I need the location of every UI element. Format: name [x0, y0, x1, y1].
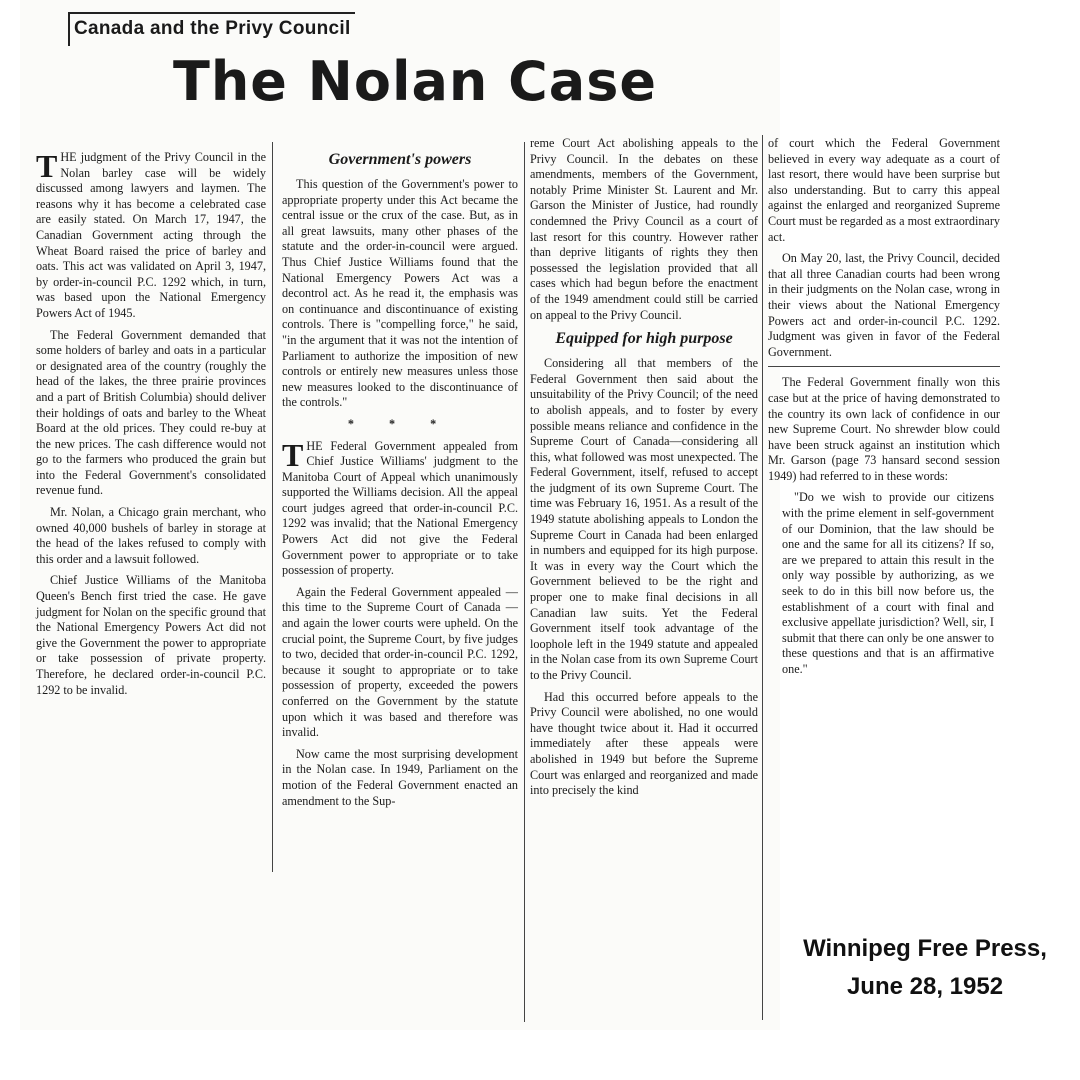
credit-publication: Winnipeg Free Press, — [803, 935, 1047, 962]
section-kicker: Canada and the Privy Council — [68, 12, 355, 46]
paragraph: Now came the most surprising development in the Nolan case. In 1949, Parliament on the motion of the Federal Government enacted an amendment to the Sup- — [282, 746, 518, 808]
paragraph: On May 20, last, the Privy Council, decided that all three Canadian courts had been wrong in their judgments on the Nolan case, wrong in their views about the National Emergency Powers act and order-in-council P.C. 1292. Judgment was given in favor of the Federal Government. — [768, 251, 1000, 359]
paragraph: Again the Federal Government appealed — this time to the Supreme Court of Canada — and again the lower courts were upheld. On the crucial point, the Supreme Court, by five judges to two, decided that order-in-council P.C. 1292, because it sought to appropriate or to take possession of property, exceeded the powers conferred on the Government by the statute upon which it was based and therefore was invalid. — [282, 584, 518, 740]
paragraph: The Federal Government finally won this case but at the price of having demonstrated to the country its own lack of confidence in our new Supreme Court. No shrewder blow could have been struck against an institution which Mr. Garson (page 73 hansard second session 1949) had referred to in these words: — [768, 375, 1000, 483]
paragraph: This question of the Government's power to appropriate property under this Act became the central issue or the crux of the case. But, as in all great lawsuits, many other phases of the statute and the order-in-council were argued. Thus Chief Justice Williams found that the National Emergency Powers Act was a decontrol act. As he read it, the emphasis was on continuance and discontinuance of existing controls. There is "compelling force," he said, "in the argument that it was not the intention of Parliament to authorize the imposition of new controls or entirely new measures unless those new measures looked to the discontinuance of the controls." — [282, 177, 518, 410]
paragraph: Had this occurred before appeals to the Privy Council were abolished, no one would have thought twice about it. Had it occurred immediately after these appeals were abolished in 1949 but before the Supreme Court was enlarged and reorganized and made into precisely the kind — [530, 689, 758, 798]
source-credit — [780, 930, 1070, 1006]
paragraph: Chief Justice Williams of the Manitoba Queen's Bench first tried the case. He gave judgment for Nolan on the specific ground that the National Emergency Powers Act did not give the Government the power to appropriate or take possession of private property. Therefore, he declared order-in-council P.C. 1292 to be invalid. — [36, 573, 266, 697]
paragraph: Mr. Nolan, a Chicago grain merchant, who owned 40,000 bushels of barley in storage at the head of the lakes refused to comply with this order and a lawsuit followed. — [36, 505, 266, 566]
paragraph: reme Court Act abolishing appeals to the Privy Council. In the debates on these amendments, members of the Government, notably Prime Minister St. Laurent and Mr. Garson the Minister of Justice, had roundly condemned the Privy Council as a court of last resort for this country. However rather than deprive litigants of rights they then possessed the legislation provided that all cases which had begun before the enactment of the 1949 amendment could still be carried on appeal to the Privy Council. — [530, 136, 758, 322]
column-rule — [762, 135, 763, 1020]
headline: The Nolan Case — [172, 50, 658, 113]
divider — [768, 366, 1000, 367]
quote-text: "Do we wish to provide our citizens with the prime element in self-government of our Dominion, that the law should be one and the same for all its citizens? If so, are we prepared to attain this result in the only way possible by authorizing, as we seek to do in this bill now before us, the establishment of a court with final and exclusive appellate jurisdiction? Well, sir, I submit that there can only be one answer to these questions and that is an affirmative one." — [782, 490, 994, 676]
block-quote — [782, 490, 994, 677]
credit-date: June 28, 1952 — [846, 973, 1004, 1000]
paragraph: THE Federal Government appealed from Chief Justice Williams' judgment to the Manitoba Court of Appeal which unanimously supported the Williams decision. All the appeal court judges agreed that order-in-council P.C. 1292 was invalid; that the National Emergency Powers Act did not give the Federal Government power to appropriate or to take possession of property. — [282, 436, 518, 578]
column-rule — [272, 142, 273, 872]
article-column-4 — [768, 136, 1000, 684]
subhead: Equipped for high purpose — [555, 330, 733, 348]
article-column-1 — [36, 150, 266, 704]
article-column-3 — [530, 136, 758, 805]
paragraph: The Federal Government demanded that some holders of barley and oats in a particular or designated area of the country (roughly the head of the lakes, the three prairie provinces and a part of British Columbia) should deliver their holdings of oats and barley to the Wheat Board at the old prices. They could re-buy at the new prices. The cash difference would not go to the farmers who produced the grain but into the Federal Government's consolidated revenue fund. — [36, 327, 266, 498]
paragraph: Considering all that members of the Federal Government then said about the unsuitability of the Privy Council; of the need to abolish appeals, and to foster by every possible means reliance and confidence in the Supreme Court of Canada—considering all this, what followed was most unexpected. The Federal Government, itself, refused to accept the judgment of its own Supreme Court. The time was February 16, 1951. As a result of the 1949 statute abolishing appeals to London the Supreme Court in Canada had been enlarged in numbers and equipped for its high purpose. It was in every way the Court which the Government believed to be the right and proper one to make final decisions in all Canadian law suits. Yet the Federal Government itself took advantage of the loophole left in the 1949 statute and appealed in the Nolan case from its own Supreme Court to the Privy Council. — [530, 356, 758, 682]
drop-cap: T — [282, 436, 304, 473]
drop-cap: T — [36, 148, 58, 184]
section-break: * * * — [347, 416, 453, 431]
article-column-2 — [282, 146, 518, 815]
paragraph: of court which the Federal Government believed in every way adequate as a court of last resort, there would have been surprise but also understanding. But to carry this appeal against the enlarged and reorganized Supreme Court must be regarded as a most extraordinary act. — [768, 136, 1000, 244]
subhead: Government's powers — [328, 151, 472, 168]
column-rule — [524, 142, 525, 1022]
paragraph: THE judgment of the Privy Council in the Nolan barley case will be widely discussed among lawyers and laymen. The reasons why it has become a celebrated case are easily stated. On March 17, 1947, the Canadian Government acting through the Wheat Board raised the price of barley and oats. This act was validated on April 3, 1947, by order-in-council P.C. 1292 which, in turn, was based upon the National Emergency Powers Act of 1945. — [36, 148, 266, 320]
